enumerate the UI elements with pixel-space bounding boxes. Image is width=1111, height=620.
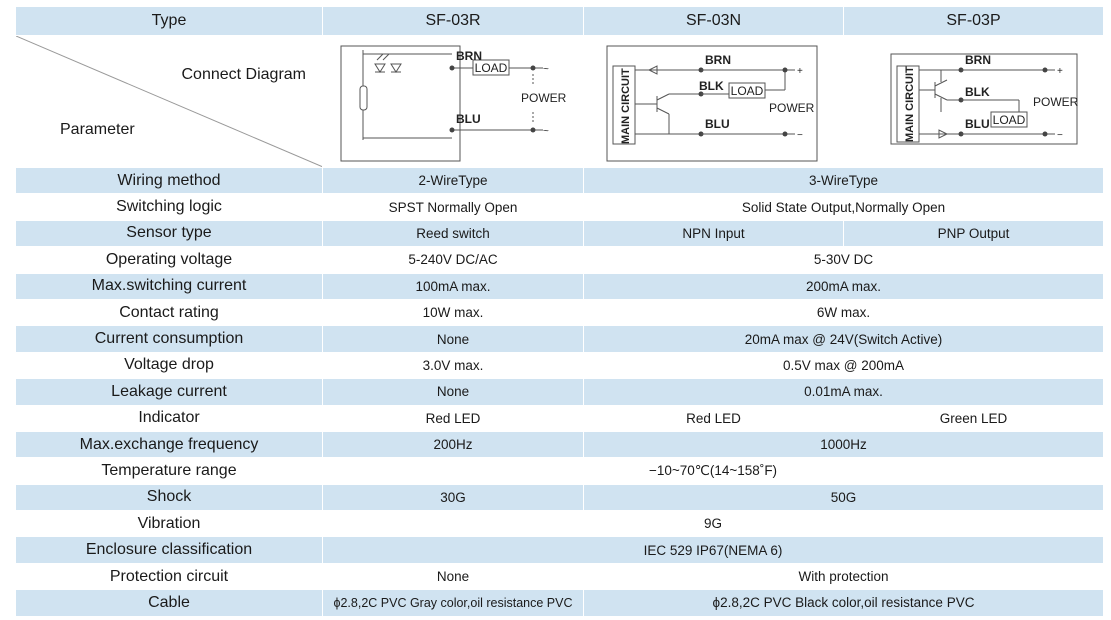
main-circuit-label-n: MAIN CIRCUIT bbox=[619, 67, 632, 144]
row-operating-voltage bbox=[16, 247, 1104, 273]
value-sf03np: 3-WireType bbox=[584, 168, 1104, 194]
value-sf03r: 200Hz bbox=[323, 431, 584, 457]
blu-label-n: BLU bbox=[704, 116, 730, 131]
param-label: Temperature range bbox=[16, 458, 323, 484]
value-sf03r: Reed switch bbox=[323, 220, 584, 246]
brn-label: BRN bbox=[456, 48, 482, 63]
blu-label-p: BLU bbox=[964, 116, 990, 131]
row-enclosure-classification bbox=[16, 537, 1104, 563]
load-label: LOAD bbox=[474, 60, 508, 75]
blk-label-n: BLK bbox=[698, 78, 724, 93]
value-sf03r: 2-WireType bbox=[323, 168, 584, 194]
value-sf03r: 5-240V DC/AC bbox=[323, 247, 584, 273]
row-cable bbox=[16, 590, 1104, 616]
row-vibration bbox=[16, 511, 1104, 537]
param-label: Enclosure classification bbox=[16, 537, 323, 563]
value-sf03r: Red LED bbox=[323, 405, 584, 431]
param-label: Cable bbox=[16, 590, 323, 616]
param-label: Voltage drop bbox=[16, 352, 323, 378]
value-sf03p: Green LED bbox=[844, 405, 1104, 431]
load-label-n: LOAD bbox=[730, 83, 763, 98]
value-sf03r: 30G bbox=[323, 484, 584, 510]
value-sf03r: None bbox=[323, 563, 584, 589]
wiring-diagram-sf03n bbox=[599, 40, 829, 164]
row-protection-circuit bbox=[16, 563, 1104, 589]
diagram-sf03r-cell bbox=[323, 36, 584, 168]
value-all-models: 9G bbox=[323, 511, 1104, 537]
blu-label: BLU bbox=[456, 111, 481, 126]
value-sf03r: 100mA max. bbox=[323, 273, 584, 299]
row-current-consumption bbox=[16, 326, 1104, 352]
param-label: Sensor type bbox=[16, 220, 323, 246]
value-sf03r: None bbox=[323, 326, 584, 352]
row-contact-rating bbox=[16, 299, 1104, 325]
diagonal-divider bbox=[16, 36, 323, 167]
value-sf03np: With protection bbox=[584, 563, 1104, 589]
value-sf03n: NPN Input bbox=[584, 220, 844, 246]
header-row bbox=[16, 7, 1104, 36]
plus-symbol-p: + bbox=[1056, 65, 1063, 77]
value-sf03p: PNP Output bbox=[844, 220, 1104, 246]
row-max-exchange-frequency bbox=[16, 431, 1104, 457]
param-label: Contact rating bbox=[16, 299, 323, 325]
value-sf03np: Solid State Output,Normally Open bbox=[584, 194, 1104, 220]
ac-top-symbol: ~ bbox=[543, 63, 549, 75]
load-label-p: LOAD bbox=[992, 112, 1025, 127]
param-label: Vibration bbox=[16, 511, 323, 537]
value-sf03n: Red LED bbox=[584, 405, 844, 431]
parameter-label: Parameter bbox=[60, 121, 135, 138]
power-label-n: POWER bbox=[768, 100, 814, 115]
power-label-p: POWER bbox=[1032, 94, 1078, 109]
param-label: Shock bbox=[16, 484, 323, 510]
row-switching-logic bbox=[16, 194, 1104, 220]
minus-symbol-n: − bbox=[796, 129, 803, 141]
value-sf03np: 6W max. bbox=[584, 299, 1104, 325]
row-wiring-method bbox=[16, 168, 1104, 194]
connect-diagram-label: Connect Diagram bbox=[181, 66, 306, 83]
value-sf03r: 3.0V max. bbox=[323, 352, 584, 378]
row-voltage-drop bbox=[16, 352, 1104, 378]
row-shock bbox=[16, 484, 1104, 510]
value-sf03r: 10W max. bbox=[323, 299, 584, 325]
param-label: Current consumption bbox=[16, 326, 323, 352]
diagram-sf03n-cell bbox=[584, 36, 844, 168]
value-sf03r: SPST Normally Open bbox=[323, 194, 584, 220]
param-label: Operating voltage bbox=[16, 247, 323, 273]
param-label: Leakage current bbox=[16, 379, 323, 405]
plus-symbol-n: + bbox=[796, 65, 803, 77]
diagram-row bbox=[16, 36, 1104, 168]
led-icon bbox=[375, 64, 385, 72]
param-label: Max.switching current bbox=[16, 273, 323, 299]
row-indicator bbox=[16, 405, 1104, 431]
row-max-switching-current bbox=[16, 273, 1104, 299]
row-leakage-current bbox=[16, 379, 1104, 405]
value-sf03r: ϕ2.8,2C PVC Gray color,oil resistance PVC bbox=[323, 590, 584, 616]
wiring-diagram-sf03p bbox=[859, 40, 1089, 164]
param-label: Switching logic bbox=[16, 194, 323, 220]
brn-label-n: BRN bbox=[704, 52, 731, 67]
diagram-header-cell bbox=[16, 36, 323, 168]
diagram-sf03p-cell bbox=[844, 36, 1104, 168]
spec-table bbox=[15, 6, 1104, 617]
value-sf03np: 0.5V max @ 200mA bbox=[584, 352, 1104, 378]
value-all-models: IEC 529 IP67(NEMA 6) bbox=[323, 537, 1104, 563]
reed-switch-icon bbox=[360, 86, 367, 110]
value-all-models: −10~70℃(14~158˚F) bbox=[323, 458, 1104, 484]
param-label: Wiring method bbox=[16, 168, 323, 194]
wiring-diagram-sf03r bbox=[333, 40, 573, 164]
value-sf03np: 50G bbox=[584, 484, 1104, 510]
model-sf03p-header: SF-03P bbox=[844, 7, 1104, 36]
param-label: Protection circuit bbox=[16, 563, 323, 589]
value-sf03r: None bbox=[323, 379, 584, 405]
diode-icon bbox=[391, 64, 401, 72]
value-sf03np: 1000Hz bbox=[584, 431, 1104, 457]
param-label: Max.exchange frequency bbox=[16, 431, 323, 457]
value-sf03np: 5-30V DC bbox=[584, 247, 1104, 273]
brn-label-p: BRN bbox=[964, 52, 991, 67]
param-label: Indicator bbox=[16, 405, 323, 431]
model-sf03r-header: SF-03R bbox=[323, 7, 584, 36]
value-sf03np: 0.01mA max. bbox=[584, 379, 1104, 405]
value-sf03np: ϕ2.8,2C PVC Black color,oil resistance PVC bbox=[584, 590, 1104, 616]
blk-label-p: BLK bbox=[964, 84, 990, 99]
power-label: POWER bbox=[521, 90, 567, 105]
value-sf03np: 20mA max @ 24V(Switch Active) bbox=[584, 326, 1104, 352]
ac-bottom-symbol: ~ bbox=[543, 125, 549, 137]
main-circuit-label-p: MAIN CIRCUIT bbox=[903, 65, 916, 142]
model-sf03n-header: SF-03N bbox=[584, 7, 844, 36]
type-header: Type bbox=[16, 7, 323, 36]
row-sensor-type bbox=[16, 220, 1104, 246]
minus-symbol-p: − bbox=[1056, 129, 1063, 141]
value-sf03np: 200mA max. bbox=[584, 273, 1104, 299]
row-temperature-range bbox=[16, 458, 1104, 484]
